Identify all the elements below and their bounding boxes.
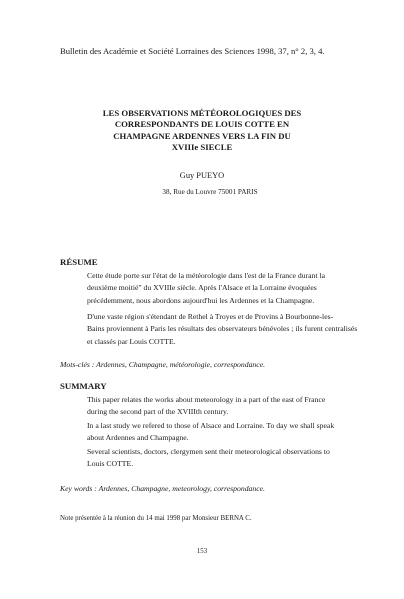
resume-heading: RÉSUME — [60, 257, 98, 267]
text-line: This paper relates the works about meteorology in a part of the east of France — [87, 395, 326, 404]
author-address: 38, Rue du Louvre 75001 PARIS — [162, 188, 258, 196]
summary-keywords: Key words : Ardennes, Champagne, meteorology, correspondance. — [60, 484, 265, 493]
title-line: XVIIIe SIECLE — [171, 142, 233, 153]
summary-paragraph-3 — [60, 446, 355, 471]
title-line: CORRESPONDANTS DE LOUIS COTTE EN — [114, 119, 290, 130]
text-line: Bains proviennent à Paris les résultats des observateurs bénévoles ; ils furent centralisés — [87, 324, 358, 334]
text-line: Louis COTTE. — [87, 459, 134, 469]
text-line: about Ardennes and Champagne. — [87, 433, 189, 443]
title-line: LES OBSERVATIONS MÉTÉOROLOGIQUES DES — [102, 108, 302, 118]
article-title — [84, 108, 320, 154]
text-line: deuxième moitié" du XVIIIe siècle. Après l'Alsace et la Lorraine évoquées — [87, 283, 317, 293]
resume-paragraph-2 — [60, 311, 358, 348]
journal-reference: Bulletin des Académie et Société Lorraines des Sciences 1998, 37, n° 2, 3, 4. — [60, 46, 325, 56]
page-number: 153 — [196, 548, 208, 555]
text-line: In a last study we refered to those of Alsace and Lorraine. To day we shall speak — [87, 421, 335, 430]
presentation-note: Note présentée à la réunion du 14 mai 1998 par Monsieur BERNA C. — [60, 515, 252, 522]
text-line: D'une vaste région s'étendant de Rethel à Troyes et de Provins à Bourbonne-les- — [87, 312, 334, 321]
resume-paragraph-1 — [60, 270, 355, 307]
text-line: précédemment, nous abordons aujourd'hui les Ardennes et la Champagne. — [87, 295, 315, 305]
summary-paragraph-2 — [60, 420, 355, 445]
resume-keywords: Mots-clés : Ardennes, Champagne, météorologie, correspondance. — [60, 360, 266, 369]
text-line: et classés par Louis COTTE. — [87, 336, 176, 346]
summary-paragraph-1 — [60, 394, 355, 419]
text-line: Cette étude porte sur l'état de la météorologie dans l'est de la France durant la — [87, 271, 326, 280]
author-name: Guy PUEYO — [179, 171, 225, 180]
summary-heading: SUMMARY — [60, 381, 107, 391]
text-line: during the second part of the XVIIIth century. — [87, 407, 229, 417]
text-line: Several scientists, doctors, clergymen sent their meteorological observations to — [87, 447, 330, 456]
title-line: CHAMPAGNE ARDENNES VERS LA FIN DU — [113, 130, 291, 141]
